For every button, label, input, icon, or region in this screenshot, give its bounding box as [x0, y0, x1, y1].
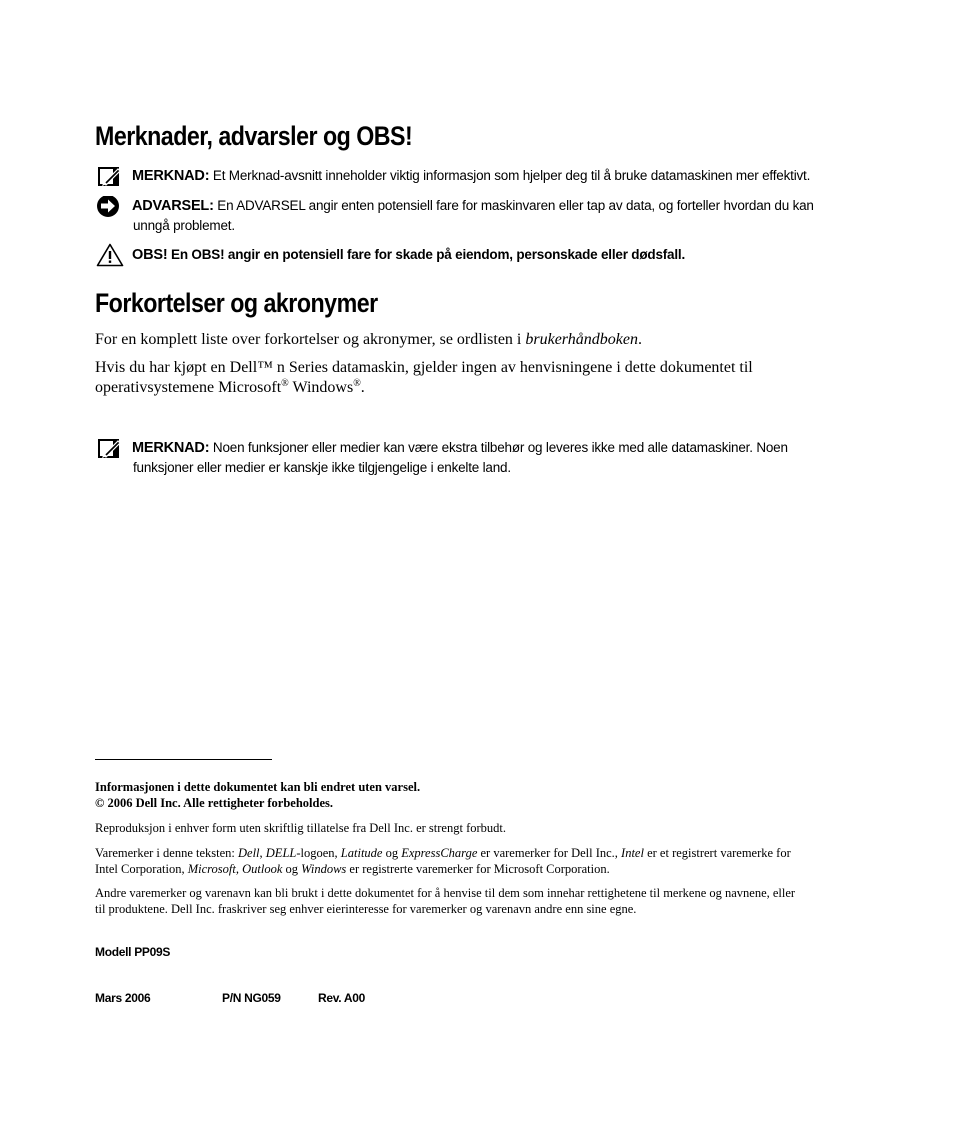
note-label: MERKNAD:	[132, 440, 210, 456]
tm-text: ,	[259, 846, 266, 860]
note-text-line2: funksjoner eller medier er kanskje ikke tilgjengelige i enkelte land.	[133, 460, 511, 475]
para1-prefix: For en komplett liste over forkortelser og akronymer, se ordlisten i	[95, 331, 526, 348]
section-title-abbreviations: Forkortelser og akronymer	[95, 288, 378, 318]
abbreviations-paragraph	[95, 330, 875, 350]
para2-line2	[95, 378, 875, 398]
features-note	[96, 438, 886, 478]
para2-line1: Hvis du har kjøpt en Dell™ n Series datamaskin, gjelder ingen av henvisningene i dette dokumentet til	[95, 359, 753, 376]
tm-text: og	[282, 862, 302, 876]
note-pencil-icon	[96, 166, 122, 194]
section-title-notices: Merknader, advarsler og OBS!	[95, 121, 413, 151]
change-notice	[95, 779, 890, 811]
warning-arrow-icon	[96, 196, 122, 224]
note-pencil-icon	[96, 438, 122, 466]
trademarks-line1	[95, 845, 890, 861]
tm-dell-logo: DELL	[265, 846, 297, 860]
other-trademarks-paragraph	[95, 885, 890, 917]
para2-end: .	[360, 379, 365, 396]
reproduction-notice: Reproduksjon i enhver form uten skriftlig tillatelse fra Dell Inc. er strengt forbudt.	[95, 821, 506, 835]
tm-text: er varemerker for Dell Inc.,	[477, 846, 622, 860]
note-notice	[96, 166, 886, 186]
tm-microsoft-outlook: Microsoft, Outlook	[187, 862, 283, 876]
tm-text: og	[382, 846, 402, 860]
tm-windows: Windows	[301, 862, 347, 876]
warning-text-line1: En ADVARSEL angir enten potensiell fare for maskinvaren eller tap av data, og forteller hvordan du kan	[217, 198, 814, 213]
registered-mark: ®	[353, 378, 361, 389]
tm-text: -logoen,	[296, 846, 341, 860]
para2-windows: Windows	[288, 379, 354, 396]
warning-label: ADVARSEL:	[132, 198, 214, 214]
user-guide-reference: brukerhåndboken	[525, 331, 638, 348]
publish-date: Mars 2006	[95, 991, 151, 1005]
n-series-paragraph	[95, 358, 875, 398]
copyright-line: © 2006 Dell Inc. Alle rettigheter forbeholdes.	[95, 796, 334, 810]
para1-suffix: .	[637, 331, 642, 348]
caution-text: En OBS! angir en potensiell fare for skade på eiendom, personskade eller dødsfall.	[171, 247, 686, 262]
change-notice-line1: Informasjonen i dette dokumentet kan bli endret uten varsel.	[95, 780, 421, 794]
tm-text: er registrerte varemerker for Microsoft Corporation.	[346, 862, 610, 876]
tm-intel: Intel	[621, 846, 644, 860]
tm-text: Intel Corporation,	[95, 862, 188, 876]
note-label: MERKNAD:	[132, 168, 210, 184]
registered-mark: ®	[281, 378, 289, 389]
tm-dell: Dell	[238, 846, 260, 860]
note-text: Et Merknad-avsnitt inneholder viktig informasjon som hjelper deg til å bruke datamaskinen mer effektivt.	[212, 168, 811, 183]
para2-microsoft: operativsystemene Microsoft	[95, 379, 282, 396]
other-trademarks-line2: til produktene. Dell Inc. fraskriver seg enhver eierinteresse for varemerker og varenavn andre enn sine egne.	[95, 902, 637, 916]
warning-text-line2: unngå problemet.	[133, 218, 235, 233]
other-trademarks-line1: Andre varemerker og varenavn kan bli brukt i dette dokumentet for å henvise til dem som innehar rettighetene til merkene og navnene, eller	[95, 886, 796, 900]
model-number: Modell PP09S	[95, 945, 171, 959]
footer-divider	[95, 759, 272, 760]
note-text-line1: Noen funksjoner eller medier kan være ekstra tilbehør og leveres ikke med alle datamaskiner. Noen	[212, 440, 788, 455]
tm-expresscharge: ExpressCharge	[401, 846, 478, 860]
tm-text: er et registrert varemerke for	[643, 846, 791, 860]
part-number: P/N NG059	[222, 991, 281, 1005]
revision: Rev. A00	[318, 991, 365, 1005]
caution-notice	[96, 245, 886, 265]
trademarks-line2	[95, 861, 890, 877]
tm-latitude: Latitude	[340, 846, 383, 860]
caution-triangle-icon	[96, 243, 124, 273]
trademarks-paragraph	[95, 845, 890, 877]
tm-text: Varemerker i denne teksten:	[95, 846, 238, 860]
caution-label: OBS!	[132, 247, 168, 263]
warning-notice	[96, 196, 886, 236]
